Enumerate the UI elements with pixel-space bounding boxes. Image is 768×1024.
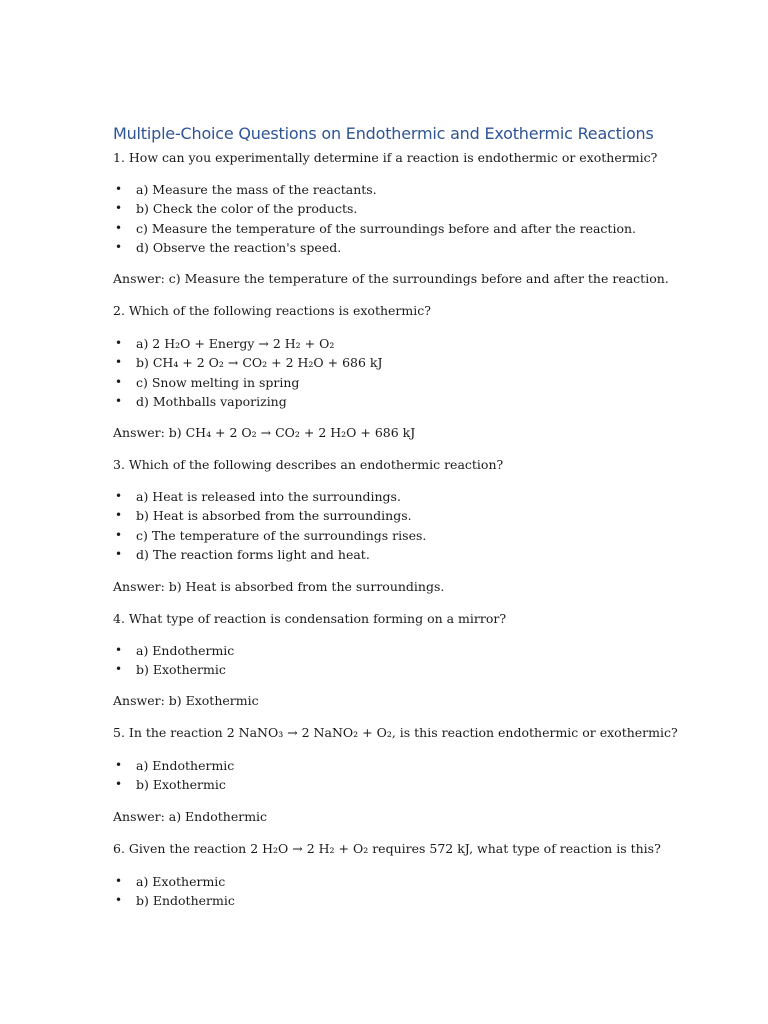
bullet-icon: • [115, 758, 123, 772]
question-3-options [113, 487, 426, 564]
question-3-text: 3. Which of the following describes an endothermic reaction? [113, 457, 504, 472]
bullet-icon: • [115, 239, 123, 254]
question-4-answer: Answer: b) Exothermic [113, 693, 259, 708]
bullet-icon: • [115, 527, 123, 542]
bullet-icon: • [115, 220, 123, 235]
question-5-text: 5. In the reaction 2 NaNO₃ → 2 NaNO₂ + O₂, is this reaction endothermic or exothermic? [113, 725, 678, 740]
question-2-text: 2. Which of the following reactions is exothermic? [113, 303, 431, 318]
question-3-option-a: • a) Heat is released into the surroundings. [115, 489, 401, 504]
question-1-options [113, 180, 636, 257]
bullet-icon: • [115, 874, 123, 888]
question-4-text: 4. What type of reaction is condensation forming on a mirror? [113, 611, 507, 626]
bullet-icon: • [115, 355, 123, 370]
question-6-options [113, 872, 235, 911]
bullet-icon: • [115, 546, 123, 561]
bullet-icon: • [115, 182, 123, 196]
question-2-option-d: • d) Mothballs vaporizing [115, 393, 287, 409]
question-6-option-b: • b) Endothermic [115, 893, 235, 909]
bullet-icon: • [115, 777, 123, 792]
question-2-answer: Answer: b) CH₄ + 2 O₂ → CO₂ + 2 H₂O + 686 kJ [113, 425, 416, 440]
question-3-option-b: • b) Heat is absorbed from the surroundings. [115, 508, 412, 524]
bullet-icon: • [115, 643, 123, 657]
question-5-option-a: • a) Endothermic [115, 758, 235, 773]
question-1-option-c: • c) Measure the temperature of the surroundings before and after the reaction. [115, 220, 636, 236]
question-2-option-b: • b) CH₄ + 2 O₂ → CO₂ + 2 H₂O + 686 kJ [115, 355, 383, 371]
bullet-icon: • [115, 489, 123, 503]
question-1-option-a: • a) Measure the mass of the reactants. [115, 182, 377, 197]
question-3-option-d: • d) The reaction forms light and heat. [115, 546, 370, 562]
bullet-icon: • [115, 374, 123, 389]
bullet-icon: • [115, 336, 123, 350]
question-1-option-d: • d) Observe the reaction's speed. [115, 239, 342, 255]
question-2-option-c: • c) Snow melting in spring [115, 374, 300, 390]
bullet-icon: • [115, 201, 123, 216]
question-5-option-b: • b) Exothermic [115, 777, 226, 793]
question-3-option-c: • c) The temperature of the surroundings rises. [115, 527, 427, 543]
question-4-options [113, 641, 234, 680]
question-1-option-b: • b) Check the color of the products. [115, 201, 358, 217]
bullet-icon: • [115, 893, 123, 908]
question-5-answer: Answer: a) Endothermic [113, 809, 268, 824]
question-6-option-a: • a) Exothermic [115, 874, 226, 889]
question-6-text: 6. Given the reaction 2 H₂O → 2 H₂ + O₂ requires 572 kJ, what type of reaction is this? [113, 841, 661, 856]
question-4-option-b: • b) Exothermic [115, 662, 226, 678]
question-1-answer: Answer: c) Measure the temperature of the surroundings before and after the reaction. [113, 271, 669, 286]
document-title: Multiple-Choice Questions on Endothermic and Exothermic Reactions [113, 124, 654, 143]
question-1-text: 1. How can you experimentally determine if a reaction is endothermic or exothermic? [113, 150, 658, 165]
question-3-answer: Answer: b) Heat is absorbed from the surroundings. [113, 579, 445, 594]
question-2-option-a: • a) 2 H₂O + Energy → 2 H₂ + O₂ [115, 336, 335, 351]
bullet-icon: • [115, 393, 123, 408]
bullet-icon: • [115, 662, 123, 677]
question-2-options [113, 334, 383, 411]
question-5-options [113, 756, 234, 795]
bullet-icon: • [115, 508, 123, 523]
question-4-option-a: • a) Endothermic [115, 643, 235, 658]
